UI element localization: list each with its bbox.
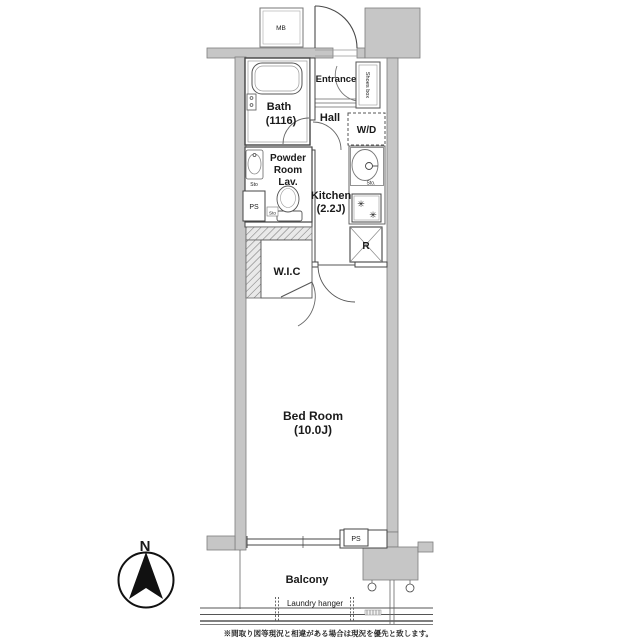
balcony-label: Balcony	[285, 574, 329, 586]
sto-basin-label: Sto	[250, 182, 258, 188]
bath-room	[245, 58, 310, 145]
kitchen-size-label: (2.2J)	[316, 203, 346, 215]
north-arrow-icon	[129, 552, 163, 599]
ps-bottom-label: PS	[351, 536, 361, 543]
sto-toilet-label: Sto	[269, 210, 276, 216]
wall-left-flare	[207, 536, 235, 550]
wall-bottom-right-arm	[418, 542, 433, 552]
bedroom-size-label: (10.0J)	[293, 423, 333, 437]
powder-label-1: Powder	[269, 153, 307, 164]
laundry-hanger-label: Laundry hanger	[286, 599, 344, 608]
washer-dryer-space	[348, 113, 385, 145]
meter-box	[260, 8, 303, 47]
wall-top-right-column	[365, 8, 420, 58]
concrete-walls	[207, 8, 433, 580]
compass	[119, 538, 174, 608]
burner-icon: ✳	[357, 199, 365, 209]
ps-label: PS	[249, 204, 259, 211]
refrigerator-space	[350, 227, 382, 262]
shower-fixture	[247, 94, 256, 110]
bedroom-door-swing-arc	[318, 265, 355, 302]
washbasin	[246, 150, 263, 179]
disclaimer-text: ※間取り図等現況と相違がある場合は現況を優先と致します。	[223, 629, 433, 638]
bath-size-label: (1116)	[265, 115, 297, 127]
drain-pipes	[368, 580, 414, 624]
burner-icon: ✳	[369, 210, 377, 220]
shoes-box-label: Shoes box	[364, 71, 370, 99]
hall-label: Hall	[319, 112, 341, 124]
sto-kitchen-label: Sto.	[366, 180, 376, 187]
balcony-window	[247, 536, 340, 548]
bedroom-label: Bed Room	[283, 409, 343, 423]
entrance-door-swing-arc	[315, 6, 357, 48]
wall-top-band	[207, 48, 333, 58]
powder-label-2: Room	[273, 165, 303, 176]
bedroom	[283, 409, 343, 437]
compass-north-label: N	[139, 538, 151, 555]
stove	[352, 194, 381, 222]
bathtub	[252, 63, 302, 94]
bottom-wall-ps	[340, 529, 387, 548]
bath-label: Bath	[266, 101, 292, 113]
meter-box-label: MB	[276, 25, 286, 32]
wall-top-right-stub	[357, 48, 365, 58]
powder-label-3: Lav.	[278, 177, 298, 188]
wic-label: W.I.C	[273, 266, 301, 278]
kitchen-label: Kitchen	[310, 190, 352, 202]
wall-bottom-right-column	[363, 547, 418, 580]
kitchen	[311, 146, 385, 224]
railing-hatch-mark	[365, 610, 381, 615]
walk-in-closet	[246, 227, 315, 326]
wall-right	[387, 58, 398, 532]
powder-door-arc	[313, 122, 341, 150]
refrigerator-label: R	[362, 241, 370, 252]
entrance-area	[313, 62, 380, 108]
balcony-railing	[200, 608, 433, 625]
bedroom-door	[318, 265, 355, 302]
entrance-label: Entrance	[315, 74, 357, 85]
wd-label: W/D	[356, 125, 377, 136]
